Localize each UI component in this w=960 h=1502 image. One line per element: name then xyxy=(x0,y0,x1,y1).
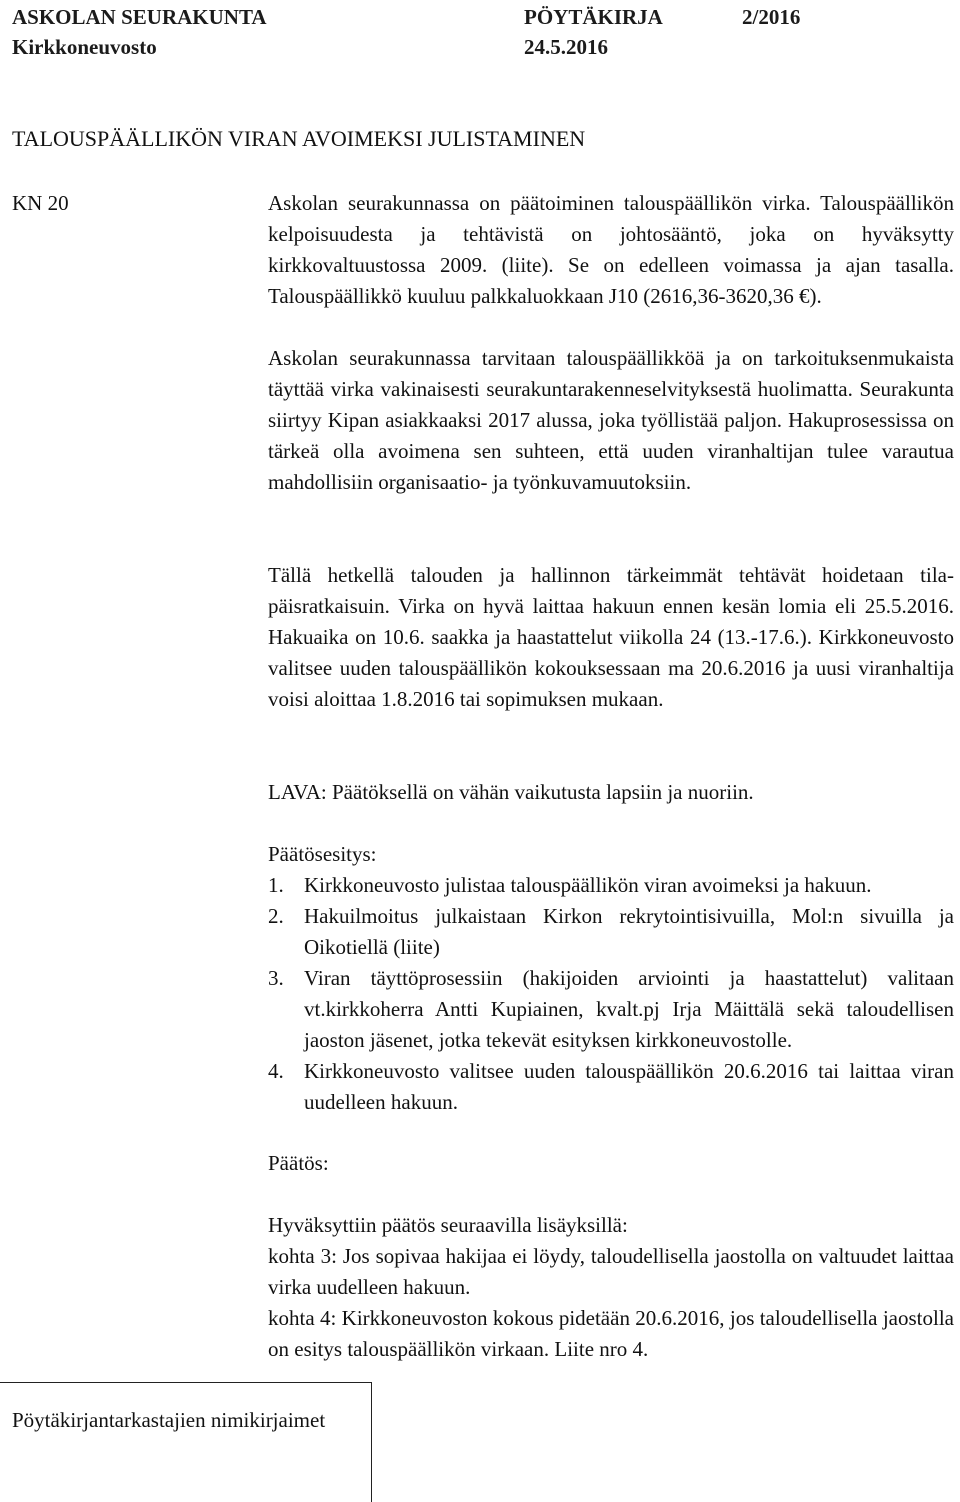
lava-statement xyxy=(268,777,954,808)
paragraph-text: Askolan seurakunnassa on päätoiminen talouspäällikön virka. Talouspäällikön kelpoisuudesta ja tehtävistä on johtosääntö, joka on hyväksytty kirkkovaltuustossa 2009. (liite). Se on edelleen voimassa ja ajan tasalla. Talouspäällikkö kuuluu palkkaluokkaan J10 (2616,36-3620,36 €). xyxy=(268,191,954,308)
decision-label: Päätös: xyxy=(268,1151,329,1175)
doc-number: 2/2016 xyxy=(742,5,801,29)
section-title: TALOUSPÄÄLLIKÖN VIRAN AVOIMEKSI JULISTAMINEN xyxy=(12,126,586,151)
paragraph-2 xyxy=(268,343,954,498)
meeting-date: 24.5.2016 xyxy=(524,35,608,59)
list-item: 3. Viran täyttöprosessiin (hakijoiden arviointi ja haastattelut) valitaan vt.kirkkoherra Antti Kupiainen, kvalt.pj Irja Mäittälä sekä taloudellisen jaoston jäsenet, jotka tekevät esityksen kirkkoneuvostolle. xyxy=(268,966,954,1052)
initials-box xyxy=(0,1382,372,1502)
paragraph-3 xyxy=(268,560,954,715)
lava-text: LAVA: Päätöksellä on vähän vaikutusta lapsiin ja nuoriin. xyxy=(268,780,754,804)
decision-body xyxy=(268,1210,954,1365)
paragraph-text: Tällä hetkellä talouden ja hallinnon tärkeimmät tehtävät hoidetaan tilapäisratkaisuin. Virka on hyvä laittaa hakuun ennen kesän lomia eli 25.5.2016. Hakuaika on 10.6. saakka ja haastattelut viikolla 24 (13.-17.6.). Kirkkoneuvosto valitsee uuden talouspäällikön kokouksessaan ma 20.6.2016 ja uusi viranhaltija voisi aloittaa 1.8.2016 tai sopimuksen mukaan. xyxy=(268,563,954,711)
proposal-list xyxy=(268,870,954,1118)
meeting-body: Kirkkoneuvosto xyxy=(12,35,157,59)
list-item: 2. Hakuilmoitus julkaistaan Kirkon rekrytointisivuilla, Mol:n sivuilla ja Oikotiellä (liite) xyxy=(268,904,954,959)
list-item: 1. Kirkkoneuvosto julistaa talouspäällikön viran avoimeksi ja hakuun. xyxy=(268,873,872,897)
list-item: 4. Kirkkoneuvosto valitsee uuden talouspäällikön 20.6.2016 tai laittaa viran uudelleen hakuun. xyxy=(268,1059,954,1114)
doc-type: PÖYTÄKIRJA xyxy=(524,5,663,29)
decision-line: kohta 4: Kirkkoneuvoston kokous pidetään 20.6.2016, jos taloudellisella jaostolla on esitys talouspäällikön virkaan. Liite nro 4. xyxy=(268,1306,954,1361)
decision-label-block xyxy=(268,1148,954,1179)
proposal-label: Päätösesitys: xyxy=(268,842,377,866)
org-name: ASKOLAN SEURAKUNTA xyxy=(12,5,267,29)
decision-line: Hyväksyttiin päätös seuraavilla lisäyksillä: xyxy=(268,1213,628,1237)
proposal-section xyxy=(268,839,954,1118)
paragraph-1 xyxy=(268,188,954,312)
paragraph-text: Askolan seurakunnassa tarvitaan talouspäällikköä ja on tarkoituksenmukaista täyttää virka vakinaisesti seurakuntarakenneselvityksestä huolimatta. Seurakunta siirtyy Kipan asiakkaaksi 2017 alussa, joka työllistää paljon. Hakuprosessissa on tärkeä olla avoimena sen suhteen, että uuden viranhaltijan tulee varautua mahdollisiin organisaatio- ja työnkuvamuutoksiin. xyxy=(268,346,954,494)
section-number: KN 20 xyxy=(12,191,69,215)
initials-label: Pöytäkirjantarkastajien nimikirjaimet xyxy=(12,1408,326,1432)
decision-line: kohta 3: Jos sopivaa hakijaa ei löydy, taloudellisella jaostolla on valtuudet laittaa virka uudelleen hakuun. xyxy=(268,1244,954,1299)
